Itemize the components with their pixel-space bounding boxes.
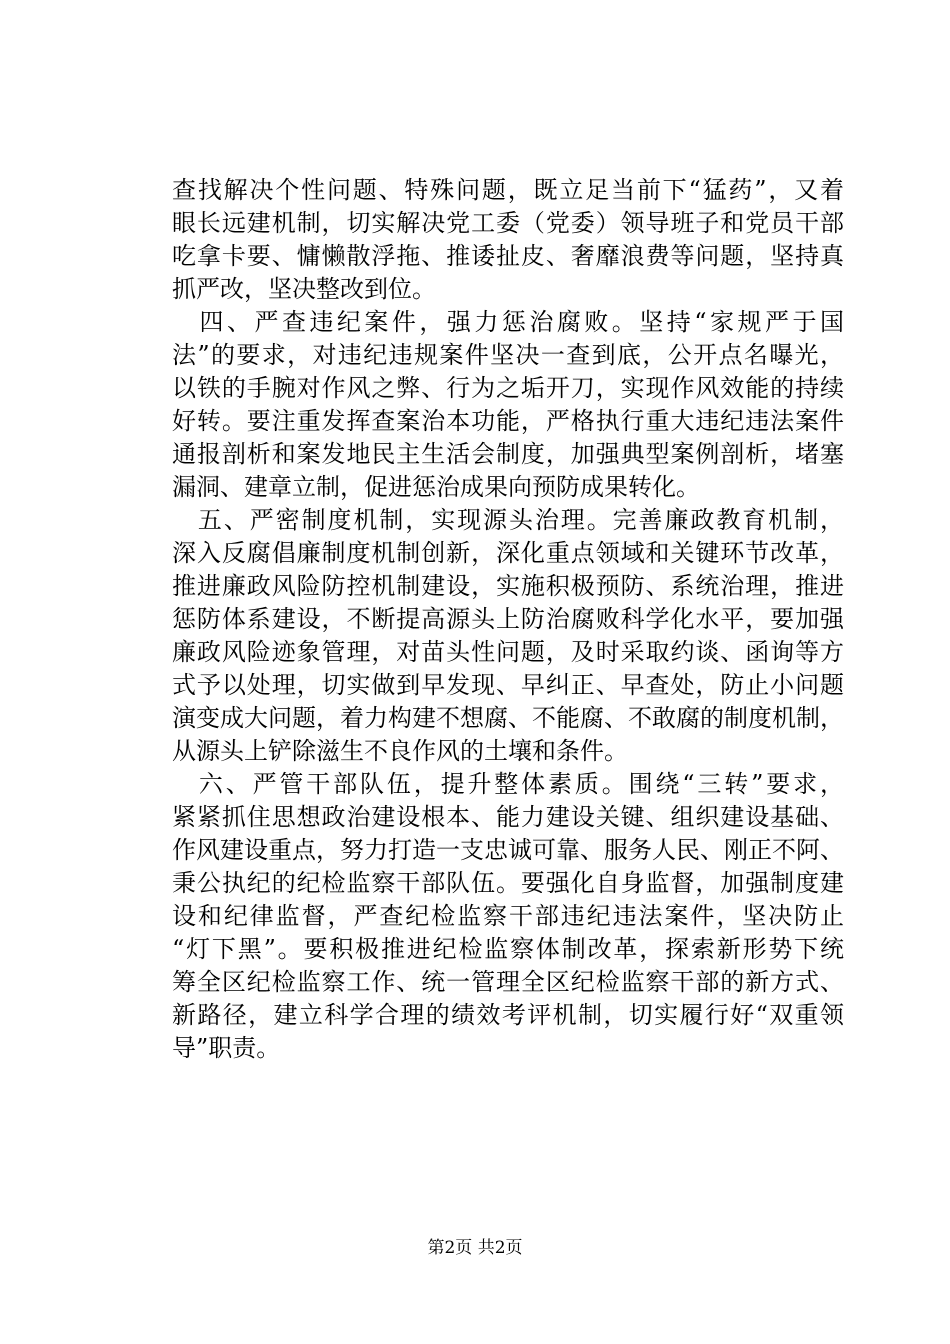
- text-line: 通报剖析和案发地民主生活会制度，加强典型案例剖析，堵塞: [172, 440, 844, 468]
- text-line: 紧紧抓住思想政治建设根本、能力建设关键、组织建设基础、: [172, 803, 844, 831]
- text-line: 作风建设重点，努力打造一支忠诚可靠、服务人民、刚正不阿、: [172, 836, 844, 864]
- text-line: 导”职责。: [172, 1034, 281, 1062]
- text-line: 六、严管干部队伍，提升整体素质。围绕“三转”要求，: [172, 770, 844, 798]
- text-line: 秉公执纪的纪检监察干部队伍。要强化自身监督，加强制度建: [172, 869, 844, 897]
- text-line: 五、严密制度机制，实现源头治理。完善廉政教育机制，: [172, 506, 844, 534]
- text-line: 设和纪律监督，严查纪检监察干部违纪违法案件，坚决防止: [172, 902, 844, 930]
- text-line: 廉政风险迹象管理，对苗头性问题，及时采取约谈、函询等方: [172, 638, 844, 666]
- document-body: [172, 174, 844, 1065]
- text-line: 查找解决个性问题、特殊问题，既立足当前下“猛药”，又着: [172, 176, 844, 204]
- text-line: 新路径，建立科学合理的绩效考评机制，切实履行好“双重领: [172, 1001, 844, 1029]
- text-line: 惩防体系建设，不断提高源头上防治腐败科学化水平，要加强: [172, 605, 844, 633]
- text-line: 筹全区纪检监察工作、统一管理全区纪检监察干部的新方式、: [172, 968, 844, 996]
- text-line: 推进廉政风险防控机制建设，实施积极预防、系统治理，推进: [172, 572, 844, 600]
- text-line: 法”的要求，对违纪违规案件坚决一查到底，公开点名曝光，: [172, 341, 844, 369]
- page-footer: 第2页 共2页: [427, 1238, 523, 1258]
- text-line: “灯下黑”。要积极推进纪检监察体制改革，探索新形势下统: [172, 935, 844, 963]
- text-line: 眼长远建机制，切实解决党工委（党委）领导班子和党员干部: [172, 209, 844, 237]
- text-line: 漏洞、建章立制，促进惩治成果向预防成果转化。: [172, 473, 700, 501]
- text-line: 抓严改，坚决整改到位。: [172, 275, 436, 303]
- text-line: 以铁的手腕对作风之弊、行为之垢开刀，实现作风效能的持续: [172, 374, 844, 402]
- text-line: 演变成大问题，着力构建不想腐、不能腐、不敢腐的制度机制，: [172, 704, 844, 732]
- text-line: 吃拿卡要、慵懒散浮拖、推诿扯皮、奢靡浪费等问题，坚持真: [172, 242, 844, 270]
- text-line: 四、严查违纪案件，强力惩治腐败。坚持“家规严于国: [172, 308, 844, 336]
- text-line: 好转。要注重发挥查案治本功能，严格执行重大违纪违法案件: [172, 407, 844, 435]
- text-line: 式予以处理，切实做到早发现、早纠正、早查处，防止小问题: [172, 671, 844, 699]
- text-line: 深入反腐倡廉制度机制创新，深化重点领域和关键环节改革，: [172, 539, 844, 567]
- text-line: 从源头上铲除滋生不良作风的土壤和条件。: [172, 737, 628, 765]
